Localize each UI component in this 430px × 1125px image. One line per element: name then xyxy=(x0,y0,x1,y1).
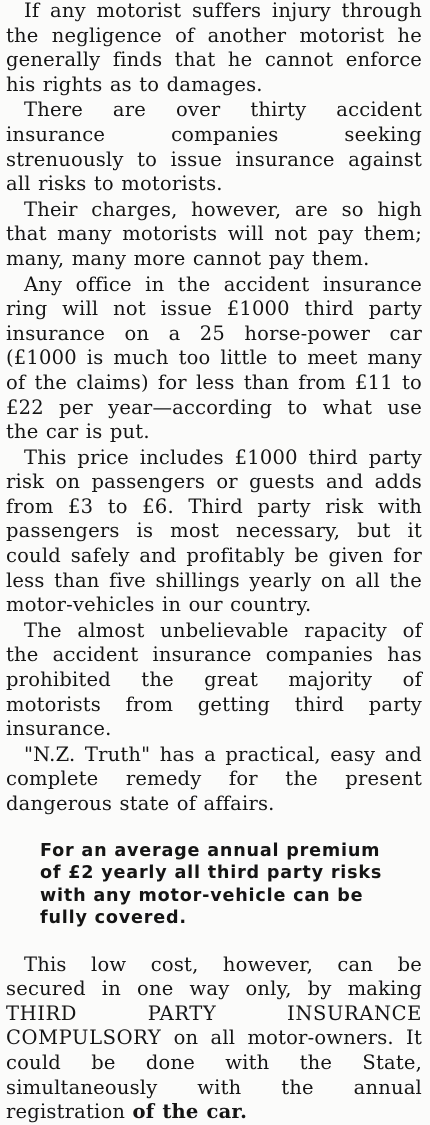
article-paragraph: Any office in the accident insurance ring will not issue £1000 third party insurance on a 25 horse-power car (£1000 is much too little to meet many of the claims) for less than from £11 to £22 per year—according to what use the car is put. xyxy=(6,272,422,444)
final-text-part1: This low cost, however, can be secured in one way only, by making xyxy=(6,952,422,1001)
callout-box: For an average annual premium of £2 yearly all third party risks with any motor-vehicle can be fully covered. xyxy=(40,840,383,929)
final-text-bold-end: of the car. xyxy=(132,1100,248,1124)
final-text-part2: on all motor-owners. It could be done with the State, simultaneously with the annual registration xyxy=(6,1026,422,1124)
article-paragraph: There are over thirty accident insurance companies seeking strenuously to issue insurance against all risks to motorists. xyxy=(6,98,422,196)
final-text-caps: THIRD PARTY INSURANCE COMPULSORY xyxy=(6,1001,422,1050)
article-paragraph: This price includes £1000 third party risk on passengers or guests and adds from £3 to £6. Third party risk with passengers is most necessary, but it could safely and profitably be given for less than five shillings yearly on all the motor-vehicles in our country. xyxy=(6,445,422,617)
article-paragraph: Their charges, however, are so high that many motorists will not pay them; many, many more cannot pay them. xyxy=(6,197,422,270)
final-paragraph xyxy=(6,953,422,1125)
article-paragraph: The almost unbelievable rapacity of the accident insurance companies has prohibited the great majority of motorists from getting third party insurance. xyxy=(6,618,422,741)
article-column xyxy=(6,0,422,1125)
article-paragraph: If any motorist suffers injury through the negligence of another motorist he generally finds that he cannot enforce his rights as to damages. xyxy=(6,0,422,96)
article-paragraph: "N.Z. Truth" has a practical, easy and complete remedy for the present dangerous state of affairs. xyxy=(6,742,422,815)
